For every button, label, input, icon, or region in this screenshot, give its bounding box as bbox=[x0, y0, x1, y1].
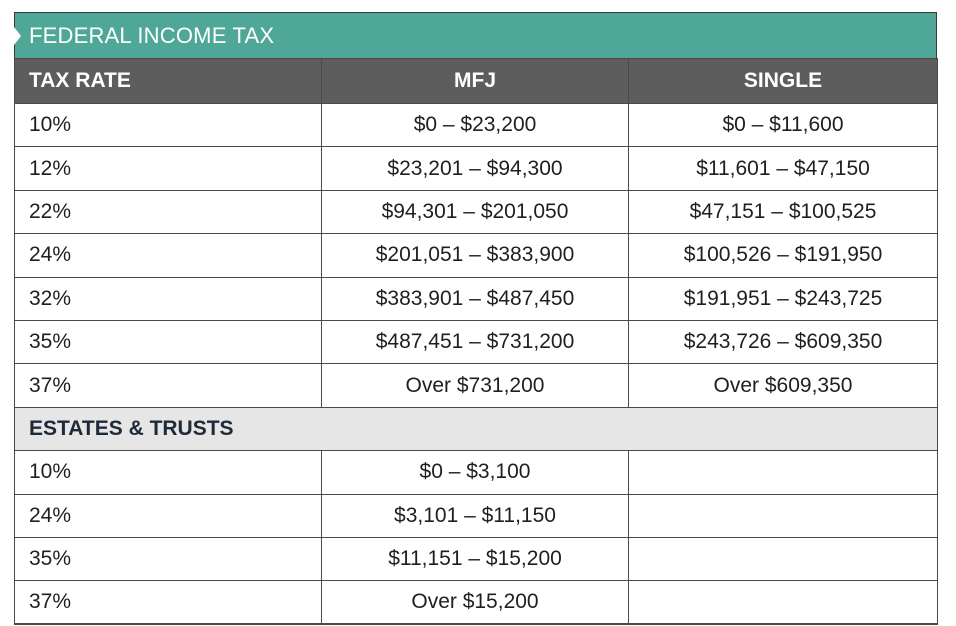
single-cell: $243,726 – $609,350 bbox=[629, 320, 938, 363]
rate-cell: 10% bbox=[15, 104, 322, 147]
single-cell: $11,601 – $47,150 bbox=[629, 147, 938, 190]
header-row bbox=[15, 59, 938, 104]
table-row bbox=[15, 234, 938, 277]
section-row-estates bbox=[15, 407, 938, 450]
table-row bbox=[15, 494, 938, 537]
estate-range-cell: $0 – $3,100 bbox=[322, 451, 629, 494]
table-row bbox=[15, 451, 938, 494]
table-title: FEDERAL INCOME TAX bbox=[29, 22, 275, 48]
single-cell: $100,526 – $191,950 bbox=[629, 234, 938, 277]
rate-cell: 32% bbox=[15, 277, 322, 320]
table-row bbox=[15, 147, 938, 190]
empty-cell bbox=[629, 581, 938, 624]
mfj-cell: Over $731,200 bbox=[322, 364, 629, 407]
rate-cell: 37% bbox=[15, 364, 322, 407]
header-mfj: MFJ bbox=[322, 59, 629, 104]
empty-cell bbox=[629, 494, 938, 537]
rate-cell: 12% bbox=[15, 147, 322, 190]
table-row bbox=[15, 537, 938, 580]
mfj-cell: $383,901 – $487,450 bbox=[322, 277, 629, 320]
header-single: SINGLE bbox=[629, 59, 938, 104]
table-row bbox=[15, 104, 938, 147]
mfj-cell: $94,301 – $201,050 bbox=[322, 190, 629, 233]
table-row bbox=[15, 581, 938, 624]
table-row bbox=[15, 190, 938, 233]
title-notch-marker bbox=[14, 27, 21, 45]
mfj-cell: $201,051 – $383,900 bbox=[322, 234, 629, 277]
empty-cell bbox=[629, 451, 938, 494]
tax-bracket-table bbox=[14, 58, 938, 625]
table-row bbox=[15, 277, 938, 320]
estate-range-cell: $3,101 – $11,150 bbox=[322, 494, 629, 537]
mfj-cell: $487,451 – $731,200 bbox=[322, 320, 629, 363]
tax-table-container bbox=[14, 12, 937, 625]
rate-cell: 22% bbox=[15, 190, 322, 233]
rate-cell: 35% bbox=[15, 537, 322, 580]
estate-range-cell: $11,151 – $15,200 bbox=[322, 537, 629, 580]
section-title-estates: ESTATES & TRUSTS bbox=[15, 407, 938, 450]
single-cell: $47,151 – $100,525 bbox=[629, 190, 938, 233]
table-title-bar bbox=[14, 12, 937, 58]
rate-cell: 35% bbox=[15, 320, 322, 363]
table-row bbox=[15, 320, 938, 363]
rate-cell: 24% bbox=[15, 494, 322, 537]
single-cell: Over $609,350 bbox=[629, 364, 938, 407]
rate-cell: 24% bbox=[15, 234, 322, 277]
table-row bbox=[15, 364, 938, 407]
estate-range-cell: Over $15,200 bbox=[322, 581, 629, 624]
single-cell: $0 – $11,600 bbox=[629, 104, 938, 147]
empty-cell bbox=[629, 537, 938, 580]
mfj-cell: $23,201 – $94,300 bbox=[322, 147, 629, 190]
rate-cell: 10% bbox=[15, 451, 322, 494]
single-cell: $191,951 – $243,725 bbox=[629, 277, 938, 320]
rate-cell: 37% bbox=[15, 581, 322, 624]
header-tax-rate: TAX RATE bbox=[15, 59, 322, 104]
mfj-cell: $0 – $23,200 bbox=[322, 104, 629, 147]
